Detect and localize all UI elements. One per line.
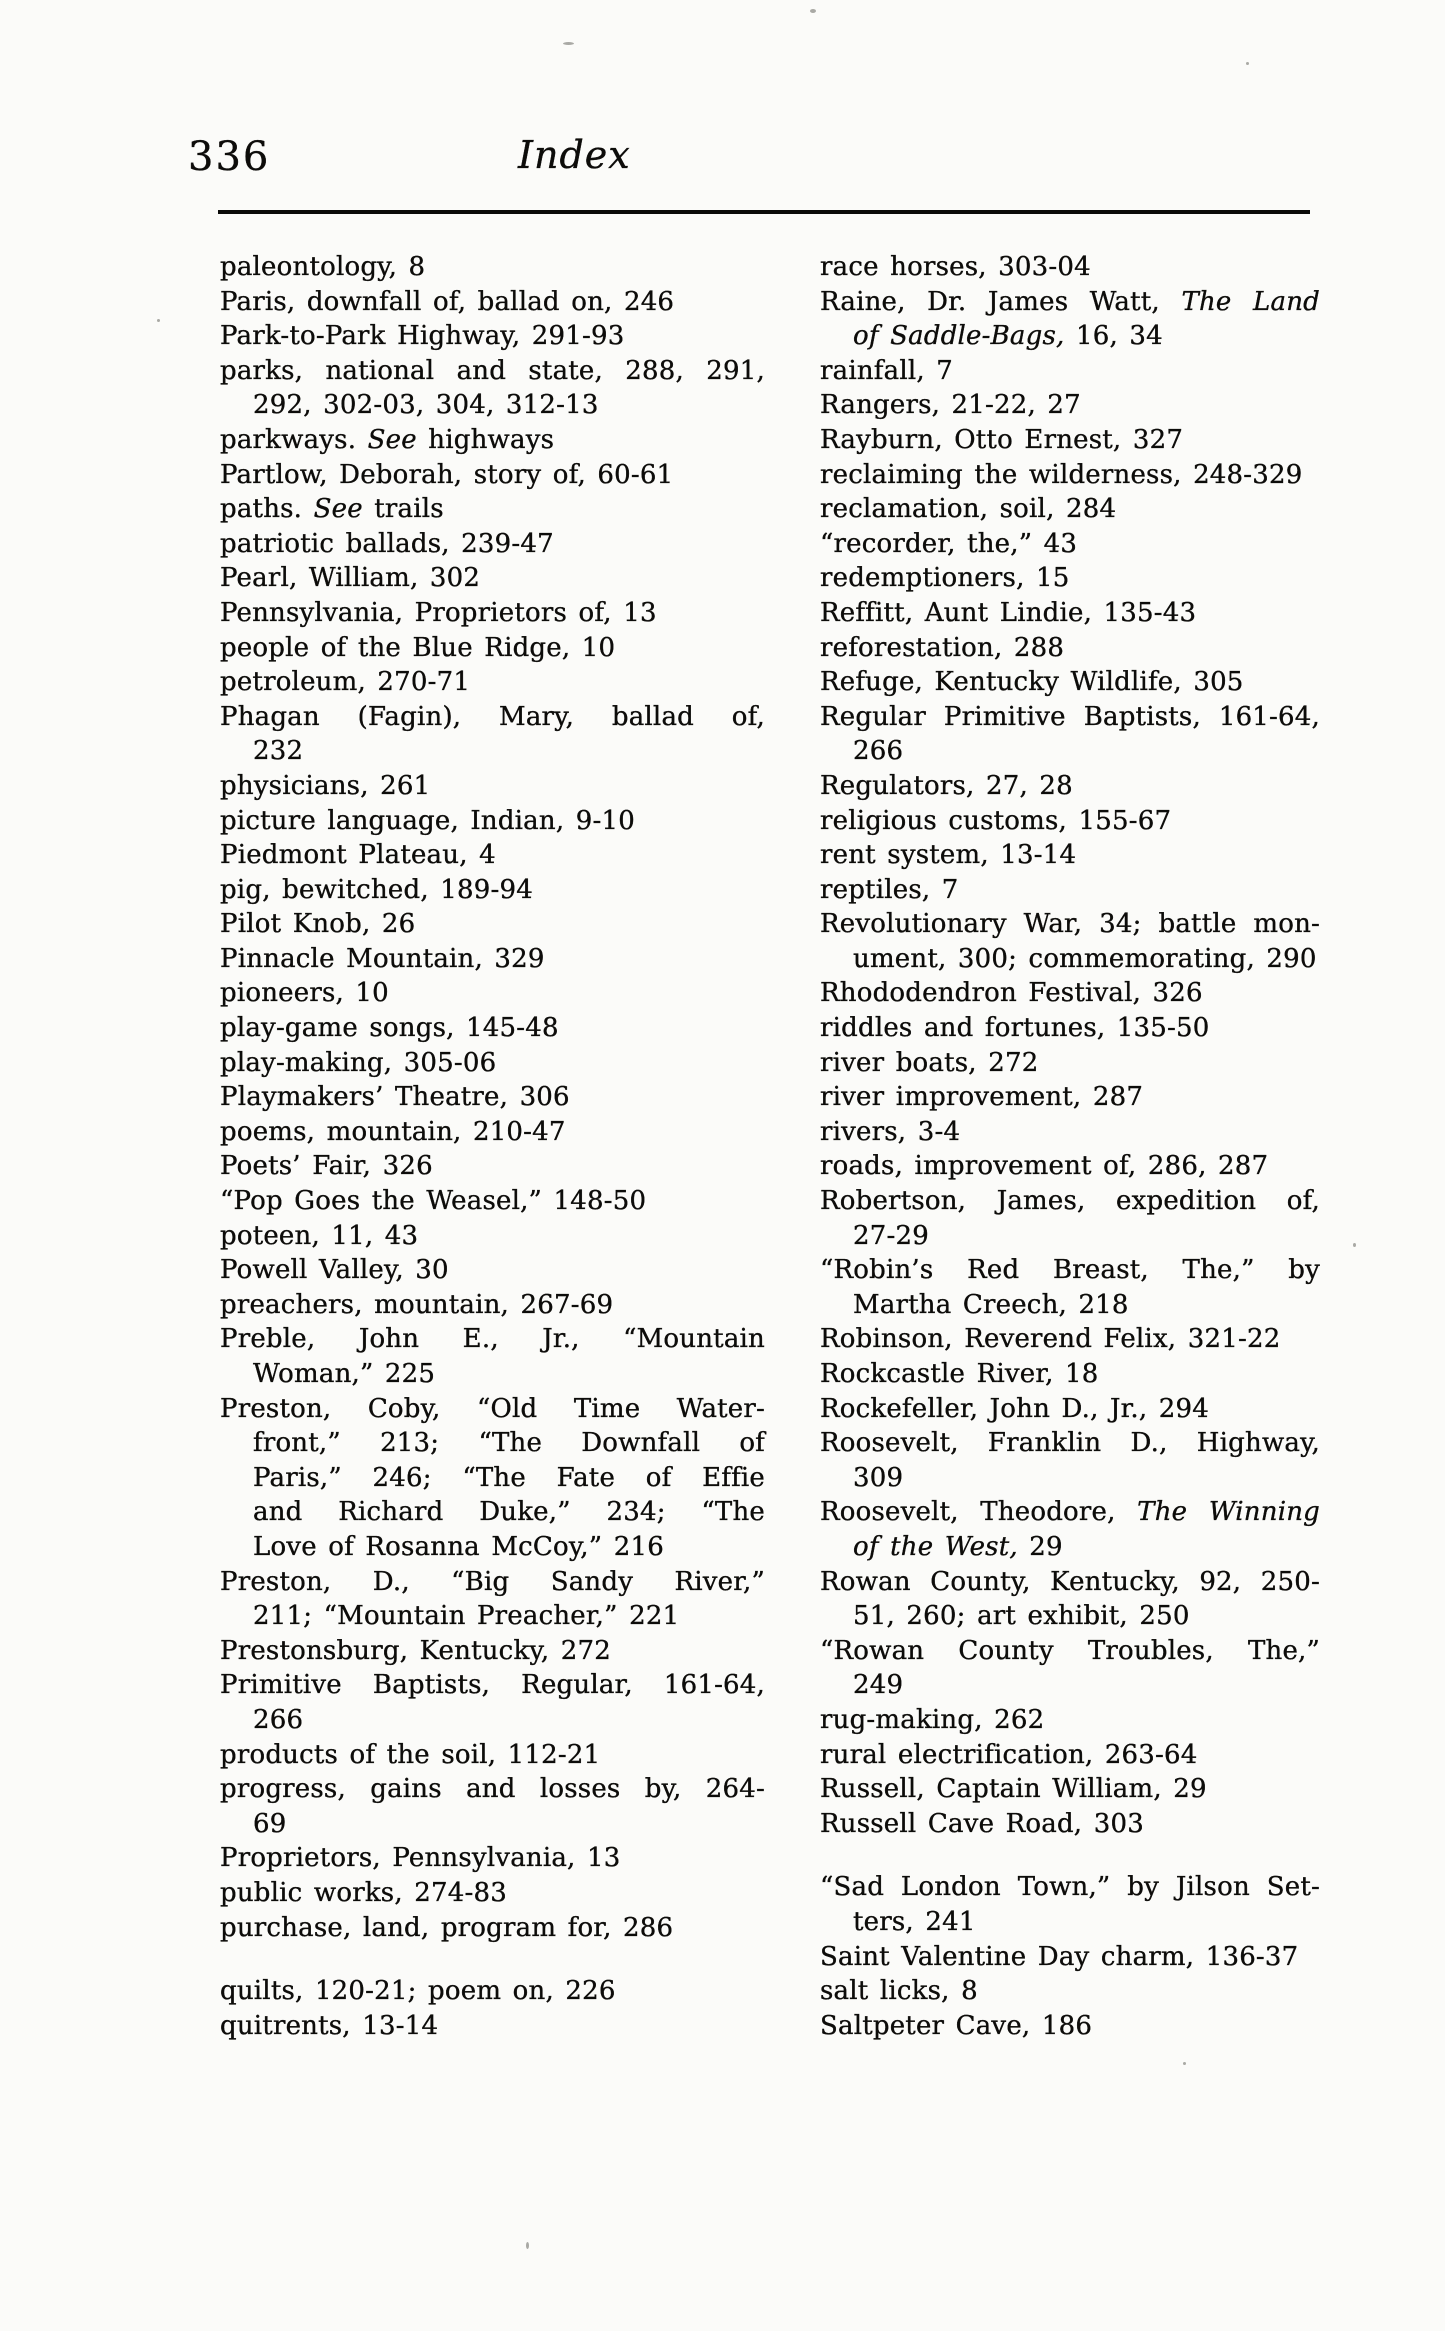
index-entry-line: 27-29: [853, 1220, 929, 1251]
index-entry: [820, 631, 1320, 666]
index-entry-line: 232: [253, 736, 304, 767]
index-entry: [220, 1322, 765, 1391]
index-entry: [220, 1392, 765, 1565]
index-entry: [220, 354, 765, 423]
index-entry-line: quilts, 120-21; poem on, 226: [220, 1976, 616, 2007]
scan-speck: [1183, 2062, 1186, 2065]
index-entry-line: river boats, 272: [820, 1047, 1039, 1078]
index-entry: [220, 769, 765, 804]
index-entry-line: Roosevelt, Theodore, The Winning: [820, 1497, 1320, 1528]
index-entry-line: Preble, John E., Jr., “Mountain: [220, 1324, 765, 1355]
index-entry-line: Robertson, James, expedition of,: [820, 1186, 1320, 1217]
index-entry: [220, 1738, 765, 1773]
index-entry: [820, 838, 1320, 873]
index-entry-line: “recorder, the,” 43: [820, 528, 1078, 559]
index-entry-line: Refuge, Kentucky Wildlife, 305: [820, 667, 1244, 698]
index-entry-line: Preston, D., “Big Sandy River,”: [220, 1566, 765, 1597]
index-entry-line: 211; “Mountain Preacher,” 221: [253, 1601, 680, 1632]
index-entry: [820, 1426, 1320, 1495]
scan-speck: [810, 9, 816, 13]
index-entry: [820, 700, 1320, 769]
index-entry-line: Partlow, Deborah, story of, 60-61: [220, 459, 674, 490]
index-entry: [220, 1974, 765, 2009]
index-entry-line: people of the Blue Ridge, 10: [220, 632, 616, 663]
index-entry-line: Paris, downfall of, ballad on, 246: [220, 286, 675, 317]
index-entry: [820, 769, 1320, 804]
index-entry-line: Park-to-Park Highway, 291-93: [220, 321, 625, 352]
index-entry-line: race horses, 303-04: [820, 252, 1091, 282]
scan-speck: [563, 42, 574, 45]
index-entry: [820, 907, 1320, 976]
index-entry-line: physicians, 261: [220, 770, 431, 801]
index-entry-line: 266: [853, 736, 904, 767]
index-entry-line: pioneers, 10: [220, 978, 389, 1009]
index-entry: [820, 1772, 1320, 1807]
index-entry-line: picture language, Indian, 9-10: [220, 805, 635, 836]
header-rule: [218, 210, 1310, 214]
index-entry-line: Pearl, William, 302: [220, 563, 481, 594]
index-entry: [220, 1253, 765, 1288]
index-entry-line: 51, 260; art exhibit, 250: [853, 1601, 1190, 1632]
index-entry-line: Rayburn, Otto Ernest, 327: [820, 424, 1184, 455]
index-entry-line: Woman,” 225: [253, 1359, 436, 1389]
index-entry-line: Piedmont Plateau, 4: [220, 840, 496, 871]
index-entry-line: ument, 300; commemorating, 290: [853, 943, 1317, 974]
index-entry-line: Regulators, 27, 28: [820, 770, 1073, 801]
index-entry-line: Russell, Captain William, 29: [820, 1774, 1207, 1805]
index-entry: [220, 665, 765, 700]
index-entry: [220, 1080, 765, 1115]
index-entry: [820, 1115, 1320, 1150]
index-entry: [220, 804, 765, 839]
index-entry: [820, 388, 1320, 423]
index-entry: [220, 1184, 765, 1219]
page-title: Index: [518, 133, 631, 177]
index-entry: [820, 1046, 1320, 1081]
index-entry-line: quitrents, 13-14: [220, 2010, 439, 2041]
index-entry: [820, 976, 1320, 1011]
index-entry-line: petroleum, 270-71: [220, 667, 471, 698]
index-entry: [820, 1011, 1320, 1046]
index-entry-line: pig, bewitched, 189-94: [220, 874, 533, 905]
index-entry: [820, 1357, 1320, 1392]
page-number: 336: [188, 134, 271, 180]
index-entry: [820, 1738, 1320, 1773]
index-entry: [820, 1322, 1320, 1357]
index-entry-line: Powell Valley, 30: [220, 1255, 449, 1286]
index-entry-line: poteen, 11, 43: [220, 1220, 419, 1251]
index-entry: [220, 1115, 765, 1150]
index-entry-line: patriotic ballads, 239-47: [220, 528, 554, 559]
index-entry: [220, 319, 765, 354]
index-entry: [220, 561, 765, 596]
index-entry: [820, 596, 1320, 631]
index-entry: [820, 1253, 1320, 1322]
index-entry-line: religious customs, 155-67: [820, 805, 1172, 836]
index-entry-line: salt licks, 8: [820, 1976, 978, 2007]
index-column-right: [820, 250, 1320, 2043]
index-entry-line: Primitive Baptists, Regular, 161-64,: [220, 1670, 765, 1701]
index-entry-line: rural electrification, 263-64: [820, 1739, 1198, 1770]
index-entry-line: paleontology, 8: [220, 252, 426, 282]
index-entry-line: redemptioners, 15: [820, 563, 1070, 594]
index-entry-line: Proprietors, Pennsylvania, 13: [220, 1843, 621, 1874]
index-entry-line: purchase, land, program for, 286: [220, 1912, 674, 1943]
index-entry-line: reptiles, 7: [820, 874, 959, 905]
index-entry-line: 249: [853, 1670, 904, 1701]
index-entry-line: river improvement, 287: [820, 1082, 1144, 1113]
scan-speck: [157, 319, 160, 322]
index-entry-line: Paris,” 246; “The Fate of Effie: [253, 1462, 765, 1493]
index-entry: [220, 700, 765, 769]
index-entry: [820, 285, 1320, 354]
index-entry-line: rent system, 13-14: [820, 840, 1077, 871]
index-entry-line: of the West, 29: [853, 1531, 1063, 1562]
index-entry: [820, 873, 1320, 908]
index-columns: [220, 250, 1320, 2043]
index-entry: [220, 1011, 765, 1046]
index-entry: [820, 1495, 1320, 1564]
index-entry: [820, 804, 1320, 839]
index-entry-line: front,” 213; “The Downfall of: [253, 1428, 765, 1459]
index-entry: [220, 2009, 765, 2044]
index-entry: [820, 1392, 1320, 1427]
index-entry-line: Pilot Knob, 26: [220, 909, 416, 940]
index-entry-line: 266: [253, 1704, 304, 1735]
index-entry-line: Rockefeller, John D., Jr., 294: [820, 1393, 1210, 1424]
index-entry: [220, 1149, 765, 1184]
index-entry: [820, 1940, 1320, 1975]
index-entry-line: Robinson, Reverend Felix, 321-22: [820, 1324, 1281, 1355]
index-entry: [220, 423, 765, 458]
index-entry-line: rug-making, 262: [820, 1704, 1045, 1735]
scan-speck: [526, 2242, 529, 2249]
index-entry-line: Rockcastle River, 18: [820, 1359, 1099, 1389]
index-entry: [820, 1807, 1320, 1842]
index-entry: [820, 423, 1320, 458]
index-entry-line: play-making, 305-06: [220, 1047, 497, 1078]
index-entry-line: Reffitt, Aunt Lindie, 135-43: [820, 597, 1197, 628]
index-entry-line: parks, national and state, 288, 291,: [220, 355, 765, 386]
index-entry-line: “Rowan County Troubles, The,”: [820, 1635, 1320, 1666]
index-entry: [820, 250, 1320, 285]
index-entry-line: Rangers, 21-22, 27: [820, 390, 1081, 421]
index-entry-line: 69: [253, 1808, 287, 1839]
index-entry: [820, 492, 1320, 527]
index-entry: [220, 1876, 765, 1911]
index-entry: [820, 1184, 1320, 1253]
index-entry-line: Saltpeter Cave, 186: [820, 2010, 1093, 2041]
index-entry: [220, 1772, 765, 1841]
index-entry: [820, 354, 1320, 389]
index-entry: [820, 1974, 1320, 2009]
index-entry: [220, 976, 765, 1011]
index-entry: [820, 527, 1320, 562]
index-entry-line: Russell Cave Road, 303: [820, 1808, 1144, 1839]
index-entry-line: Pennsylvania, Proprietors of, 13: [220, 597, 657, 628]
index-entry-line: 292, 302-03, 304, 312-13: [253, 390, 599, 421]
index-entry-line: of Saddle-Bags, 16, 34: [853, 321, 1163, 352]
index-entry-line: Preston, Coby, “Old Time Water-: [220, 1393, 765, 1424]
index-entry: [220, 1668, 765, 1737]
index-entry-line: poems, mountain, 210-47: [220, 1116, 566, 1147]
index-entry: [220, 527, 765, 562]
index-entry: [820, 1703, 1320, 1738]
index-entry: [220, 838, 765, 873]
index-entry: [220, 596, 765, 631]
index-column-left: [220, 250, 765, 2043]
index-entry-line: parkways. See highways: [220, 424, 555, 455]
index-entry-line: Phagan (Fagin), Mary, ballad of,: [220, 701, 765, 732]
index-entry: [820, 1149, 1320, 1184]
index-entry: [220, 1634, 765, 1669]
index-entry: [220, 1841, 765, 1876]
index-entry: [220, 631, 765, 666]
index-entry-line: Revolutionary War, 34; battle mon-: [820, 909, 1320, 940]
index-entry-line: progress, gains and losses by, 264-: [220, 1774, 765, 1805]
index-entry: [220, 250, 765, 285]
index-entry-line: Prestonsburg, Kentucky, 272: [220, 1635, 611, 1666]
index-entry-line: reforestation, 288: [820, 632, 1065, 663]
index-entry: [220, 285, 765, 320]
index-entry-line: Roosevelt, Franklin D., Highway,: [820, 1428, 1320, 1459]
index-entry-line: reclaiming the wilderness, 248-329: [820, 459, 1303, 490]
index-entry: [820, 1080, 1320, 1115]
scan-speck: [1246, 62, 1249, 65]
index-entry-line: paths. See trails: [220, 494, 444, 525]
index-entry-line: Martha Creech, 218: [853, 1289, 1129, 1320]
index-entry-line: “Pop Goes the Weasel,” 148-50: [220, 1186, 647, 1217]
index-entry: [220, 1046, 765, 1081]
index-entry: [820, 1634, 1320, 1703]
index-entry: [220, 1565, 765, 1634]
section-gap: [820, 1841, 1320, 1870]
index-entry-line: Rhododendron Festival, 326: [820, 978, 1203, 1009]
index-entry-line: Saint Valentine Day charm, 136-37: [820, 1941, 1299, 1972]
index-entry-line: Love of Rosanna McCoy,” 216: [253, 1531, 664, 1562]
index-entry-line: public works, 274-83: [220, 1877, 507, 1908]
index-entry: [220, 492, 765, 527]
index-entry: [820, 2009, 1320, 2044]
index-entry-line: “Sad London Town,” by Jilson Set-: [820, 1872, 1320, 1903]
index-entry: [820, 1870, 1320, 1939]
scan-speck: [1353, 1243, 1356, 1247]
index-entry: [220, 942, 765, 977]
index-entry: [220, 458, 765, 493]
index-entry: [820, 458, 1320, 493]
index-entry: [220, 1288, 765, 1323]
index-entry: [220, 1911, 765, 1946]
index-entry: [220, 1219, 765, 1254]
index-entry-line: Pinnacle Mountain, 329: [220, 943, 545, 974]
index-entry: [820, 665, 1320, 700]
index-entry: [220, 907, 765, 942]
index-entry-line: roads, improvement of, 286, 287: [820, 1151, 1269, 1182]
index-entry-line: Regular Primitive Baptists, 161-64,: [820, 701, 1320, 732]
index-entry-line: ters, 241: [853, 1906, 976, 1937]
index-entry-line: preachers, mountain, 267-69: [220, 1289, 614, 1320]
section-gap: [220, 1945, 765, 1974]
index-entry: [820, 561, 1320, 596]
index-entry-line: Playmakers’ Theatre, 306: [220, 1082, 570, 1113]
index-entry-line: rainfall, 7: [820, 355, 954, 386]
index-entry-line: Poets’ Fair, 326: [220, 1151, 433, 1182]
index-entry-line: rivers, 3-4: [820, 1116, 961, 1147]
index-entry: [220, 873, 765, 908]
index-entry-line: reclamation, soil, 284: [820, 494, 1117, 525]
index-entry-line: 309: [853, 1462, 904, 1493]
index-entry-line: and Richard Duke,” 234; “The: [253, 1497, 765, 1528]
index-entry-line: riddles and fortunes, 135-50: [820, 1013, 1210, 1044]
index-entry-line: Rowan County, Kentucky, 92, 250-: [820, 1566, 1320, 1597]
index-entry: [820, 1565, 1320, 1634]
index-entry-line: “Robin’s Red Breast, The,” by: [820, 1255, 1320, 1286]
index-entry-line: products of the soil, 112-21: [220, 1739, 601, 1770]
index-entry-line: play-game songs, 145-48: [220, 1013, 559, 1044]
index-entry-line: Raine, Dr. James Watt, The Land: [820, 286, 1320, 317]
